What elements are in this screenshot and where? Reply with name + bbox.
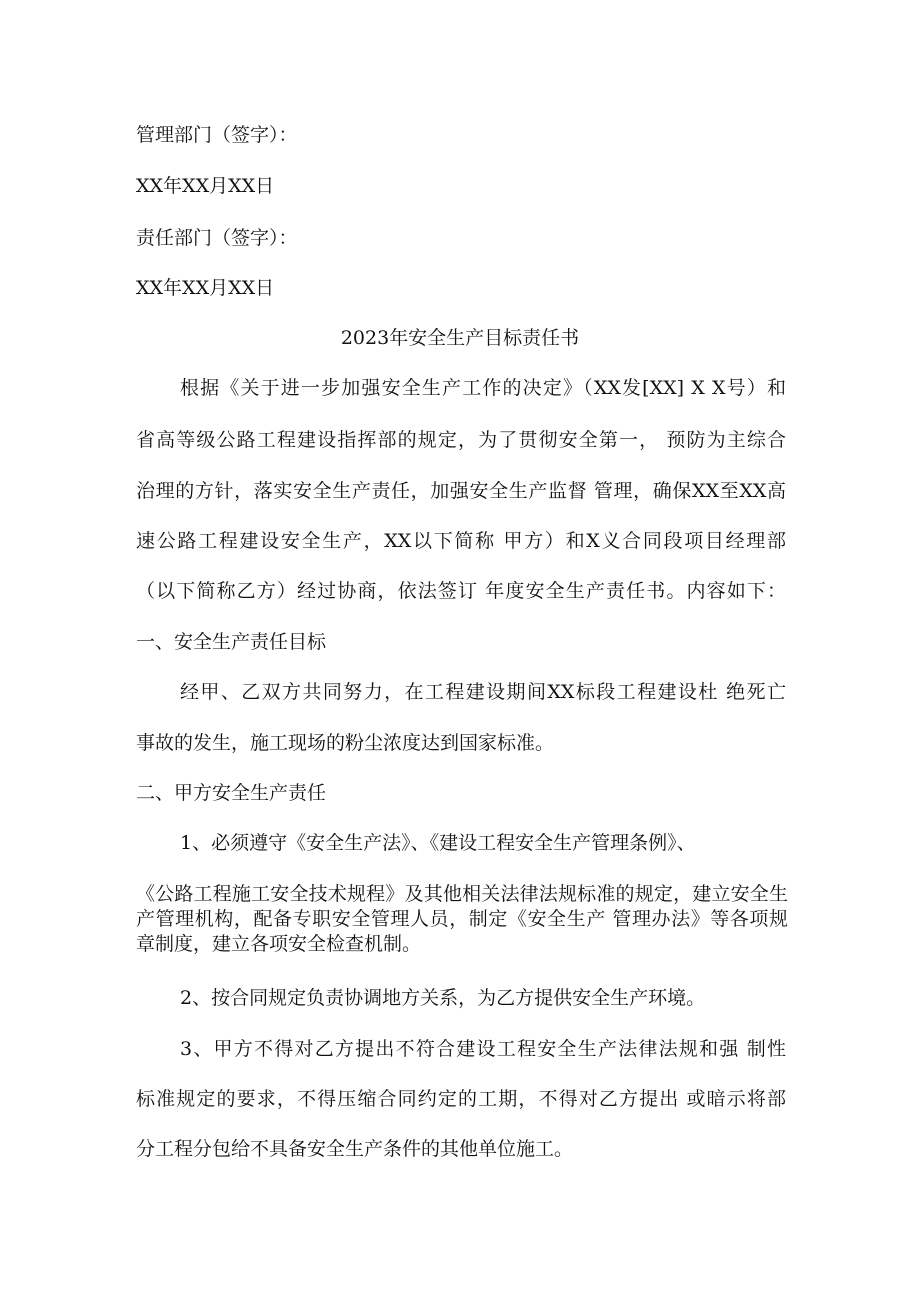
intro-line: 治理的方针，落实安全生产责任，加强安全生产监督 管理，确保XX至XX高 bbox=[136, 480, 786, 502]
management-dept-signature: 管理部门（签字）： bbox=[136, 124, 298, 146]
management-dept-date: XX年XX月XX日 bbox=[136, 175, 275, 197]
responsible-dept-signature: 责任部门（签字）： bbox=[136, 227, 298, 249]
intro-line: 省高等级公路工程建设指挥部的规定，为了贯彻安全第一， 预防为主综合 bbox=[136, 429, 786, 451]
section2-item2: 2、按合同规定负责协调地方关系，为乙方提供安全生产环境。 bbox=[180, 987, 706, 1009]
section2-item3-line: 标准规定的要求，不得压缩合同约定的工期，不得对乙方提出 或暗示将部 bbox=[136, 1088, 786, 1110]
intro-line: 根据《关于进一步加强安全生产工作的决定》（XX发[XX] X X号）和 bbox=[180, 377, 786, 399]
section2-item3-line: 3、甲方不得对乙方提出不符合建设工程安全生产法律法规和强 制性 bbox=[180, 1038, 786, 1060]
section2-item1-line: 1、必须遵守《安全生产法》、《建设工程安全生产管理条例》、 bbox=[180, 832, 696, 854]
intro-line: 速公路工程建设安全生产，XX以下简称 甲方）和X义合同段项目经理部 bbox=[136, 530, 786, 552]
document-title: 2023年安全生产目标责任书 bbox=[340, 327, 580, 349]
section1-line: 事故的发生，施工现场的粉尘浓度达到国家标准。 bbox=[136, 732, 555, 754]
section2-item1-paragraph: 《公路工程施工安全技术规程》及其他相关法律法规标准的规定，建立安全生产管理机构，配备专职安全管理人员，制定《安全生产 管理办法》等各项规章制度，建立各项安全检查机制。 bbox=[136, 883, 788, 955]
section1-line: 经甲、乙双方共同努力，在工程建设期间XX标段工程建设杜 绝死亡 bbox=[180, 681, 786, 703]
section-heading: 二、甲方安全生产责任 bbox=[136, 782, 327, 804]
section-heading: 一、安全生产责任目标 bbox=[136, 631, 327, 653]
intro-line: （以下简称乙方）经过协商，依法签订 年度安全生产责任书。内容如下： bbox=[136, 580, 786, 602]
section2-item3-line: 分工程分包给不具备安全生产条件的其他单位施工。 bbox=[136, 1138, 574, 1160]
responsible-dept-date: XX年XX月XX日 bbox=[136, 277, 275, 299]
